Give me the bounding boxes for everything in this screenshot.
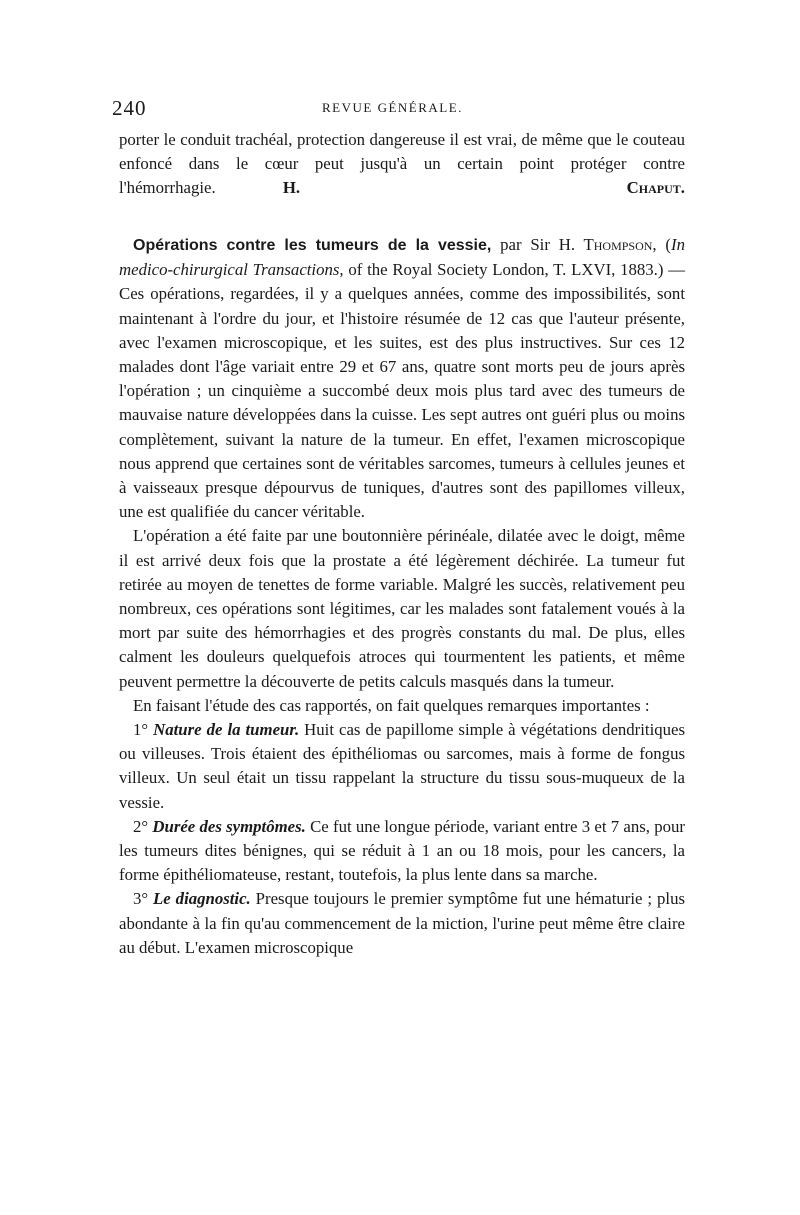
item-number: 1° [133, 720, 149, 740]
article-paragraph-3: En faisant l'étude des cas rapportés, on fait quelques remarques importantes : [133, 695, 650, 715]
previous-article-paragraph [119, 128, 685, 201]
article-body [119, 233, 685, 960]
running-head: REVUE GÉNÉRALE. [322, 100, 463, 115]
item-text: Huit cas de papillome simple à végétations dendritiques ou villeuses. Trois étaient des épithéliomas ou sarcomes, mais à forme de fongus villeux. Un seul était un tissu rappelant la structure du tissu sous-muqueux de la vessie. [119, 720, 686, 812]
item-number: 3° [133, 889, 149, 909]
item-title: Le diagnostic. [153, 889, 251, 909]
item-number: 2° [133, 816, 149, 836]
journal-title: In medico-chirurgical Transactions, [119, 235, 685, 280]
previous-article-text: porter le conduit trachéal, protection dangereuse il est vrai, de même que le couteau enfoncé dans le cœur peut jusqu'à un certain point protéger contre l'hémorrhagie. [119, 130, 685, 198]
article-source-and-text: of the Royal Society London, T. LXVI, 1883.) — Ces opérations, regardées, il y a quelques années, comme des impossibilités, sont maintenant à l'ordre du jour, et l'histoire résumée de 12 cas que l'auteur présente, avec l'examen microscopique, et les suites, est des plus instructives. Sur ces 12 malades dont l'âge variait entre 29 et 67 ans, quatre sont morts peu de jours après l'opération ; un cinquième a succombé deux mois plus tard avec des tumeurs de mauvaise nature développées dans la cuisse. Les sept autres ont guéri plus ou moins complètement, suivant la nature de la tumeur. En effet, l'examen microscopique nous apprend que certaines sont de véritables sarcomes, tumeurs à cellules jeunes et à vaisseaux presque dépourvus de tuniques, d'autres sont des papillomes villeux, une est qualifiée du cancer véritable. [119, 260, 685, 522]
article-first-paragraph [119, 233, 685, 524]
item-text: Ce fut une longue période, variant entre 3 et 7 ans, pour les tumeurs dites bénignes, qui se réduit à 1 an ou 18 mois, pour les cancers, la forme épithéliomateuse, restant, toutefois, la plus lente dans sa marche. [119, 816, 685, 885]
previous-article-ending [119, 128, 685, 201]
item-title: Nature de la tumeur. [153, 720, 300, 740]
item-title: Durée des symptômes. [152, 816, 306, 836]
list-item-3 [119, 887, 685, 960]
article-title: Opérations contre les tumeurs de la vessie, [133, 237, 492, 254]
article-author: H. Thompson, [558, 235, 657, 254]
author-prefix: par Sir [491, 235, 559, 254]
list-item-1 [119, 718, 685, 815]
list-item-2 [119, 815, 685, 888]
signature: H. Chaput. [282, 178, 685, 198]
page-header [112, 96, 686, 120]
open-paren: ( [656, 235, 671, 254]
item-text: Presque toujours le premier symptôme fut une hématurie ; plus abondante à la fin qu'au commencement de la miction, l'urine peut même être claire au début. L'examen microscopique [119, 889, 685, 957]
page-number: 240 [112, 96, 147, 120]
article-paragraph-2: L'opération a été faite par une boutonnière périnéale, dilatée avec le doigt, même il est arrivé deux fois que la prostate a été légèrement déchirée. La tumeur fut retirée au moyen de tenettes de forme variable. Malgré les succès, relativement peu nombreux, ces opérations sont légitimes, car les malades sont fatalement voués à la mort par suite des hémorrhagies et des progrès constants du mal. De plus, elles calment les douleurs quelquefois atroces qui tourmentent les patients, et même peuvent permettre la découverte de petits calculs masqués dans la tumeur. [119, 526, 685, 691]
